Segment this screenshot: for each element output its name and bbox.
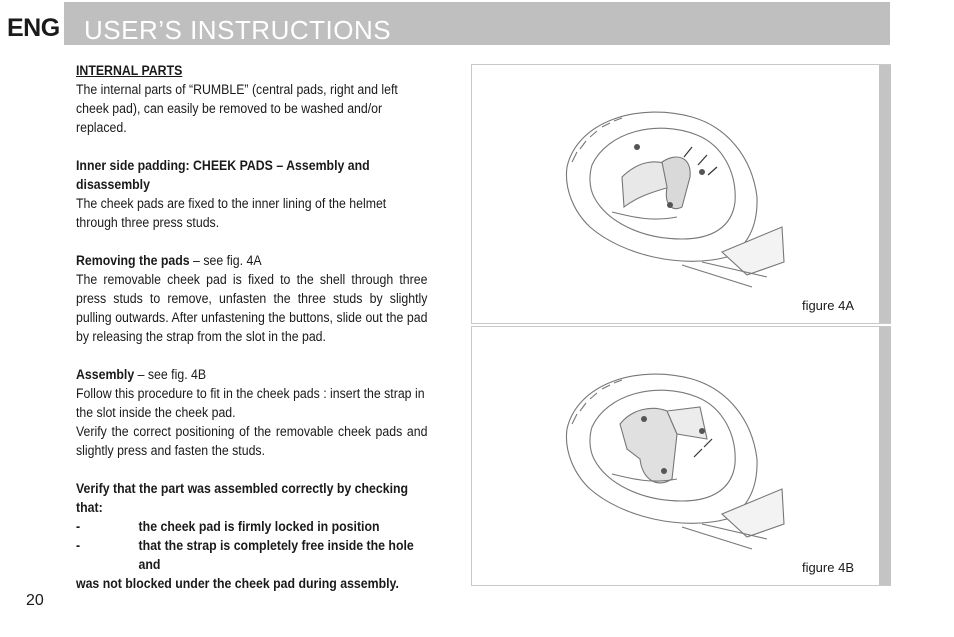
page-title: USER’S INSTRUCTIONS (84, 15, 392, 45)
page-number: 20 (26, 592, 44, 609)
helmet-4b-illustration (552, 339, 792, 559)
language-label: ENG (7, 14, 60, 42)
check-item-1-text: the cheek pad is firmly locked in position (138, 519, 380, 534)
check-item-2-continued: was not blocked under the cheek pad during assembly. (76, 576, 399, 591)
assembly-text-1: Follow this procedure to fit in the cheek pads : insert the strap in the slot inside the cheek pad. (76, 386, 425, 420)
internal-parts-text: The internal parts of “RUMBLE” (central pads, right and left cheek pad), can easily be removed to be washed and/or replaced. (76, 82, 398, 135)
removing-heading: Removing the pads (76, 253, 190, 268)
figure-4a-caption: figure 4A (801, 298, 854, 313)
assembly-heading: Assembly (76, 367, 135, 382)
verify-heading: Verify that the part was assembled correctly by checking that: (76, 481, 409, 515)
figure-4a (471, 64, 891, 324)
assembly-ref: – see fig. 4B (134, 367, 207, 382)
check-item-2 (76, 536, 427, 574)
figure-4b (471, 326, 891, 586)
internal-parts-heading: INTERNAL PARTS (76, 63, 183, 78)
helmet-4a-illustration (552, 77, 792, 297)
check-dash-1: - (76, 519, 81, 534)
figure-4b-caption: figure 4B (801, 560, 854, 575)
removing-ref: – see fig. 4A (189, 253, 262, 268)
assembly-text-2: Verify the correct positioning of the removable cheek pads and slightly press and fasten the studs. (76, 424, 428, 458)
check-item-2-text: that the strap is completely free inside the hole and (138, 538, 414, 572)
inner-padding-heading: Inner side padding: CHEEK PADS – Assembly and disassembly (76, 158, 370, 192)
figure-4b-sidebar (879, 327, 891, 585)
removing-text: The removable cheek pad is fixed to the shell through three press studs to remove, unfasten the three studs by slightly pulling outwards. After unfastening the buttons, slide out the pad by releasing the strap from the slot in the pad. (76, 272, 428, 344)
check-item-1 (76, 517, 427, 536)
inner-padding-text: The cheek pads are fixed to the inner lining of the helmet through three press studs. (76, 196, 387, 230)
title-bar (64, 2, 890, 45)
check-dash-2: - (76, 538, 81, 553)
assembly-heading-line (76, 365, 427, 384)
instructions-text (76, 61, 427, 593)
removing-heading-line (76, 251, 427, 270)
figure-4a-sidebar (879, 65, 891, 323)
